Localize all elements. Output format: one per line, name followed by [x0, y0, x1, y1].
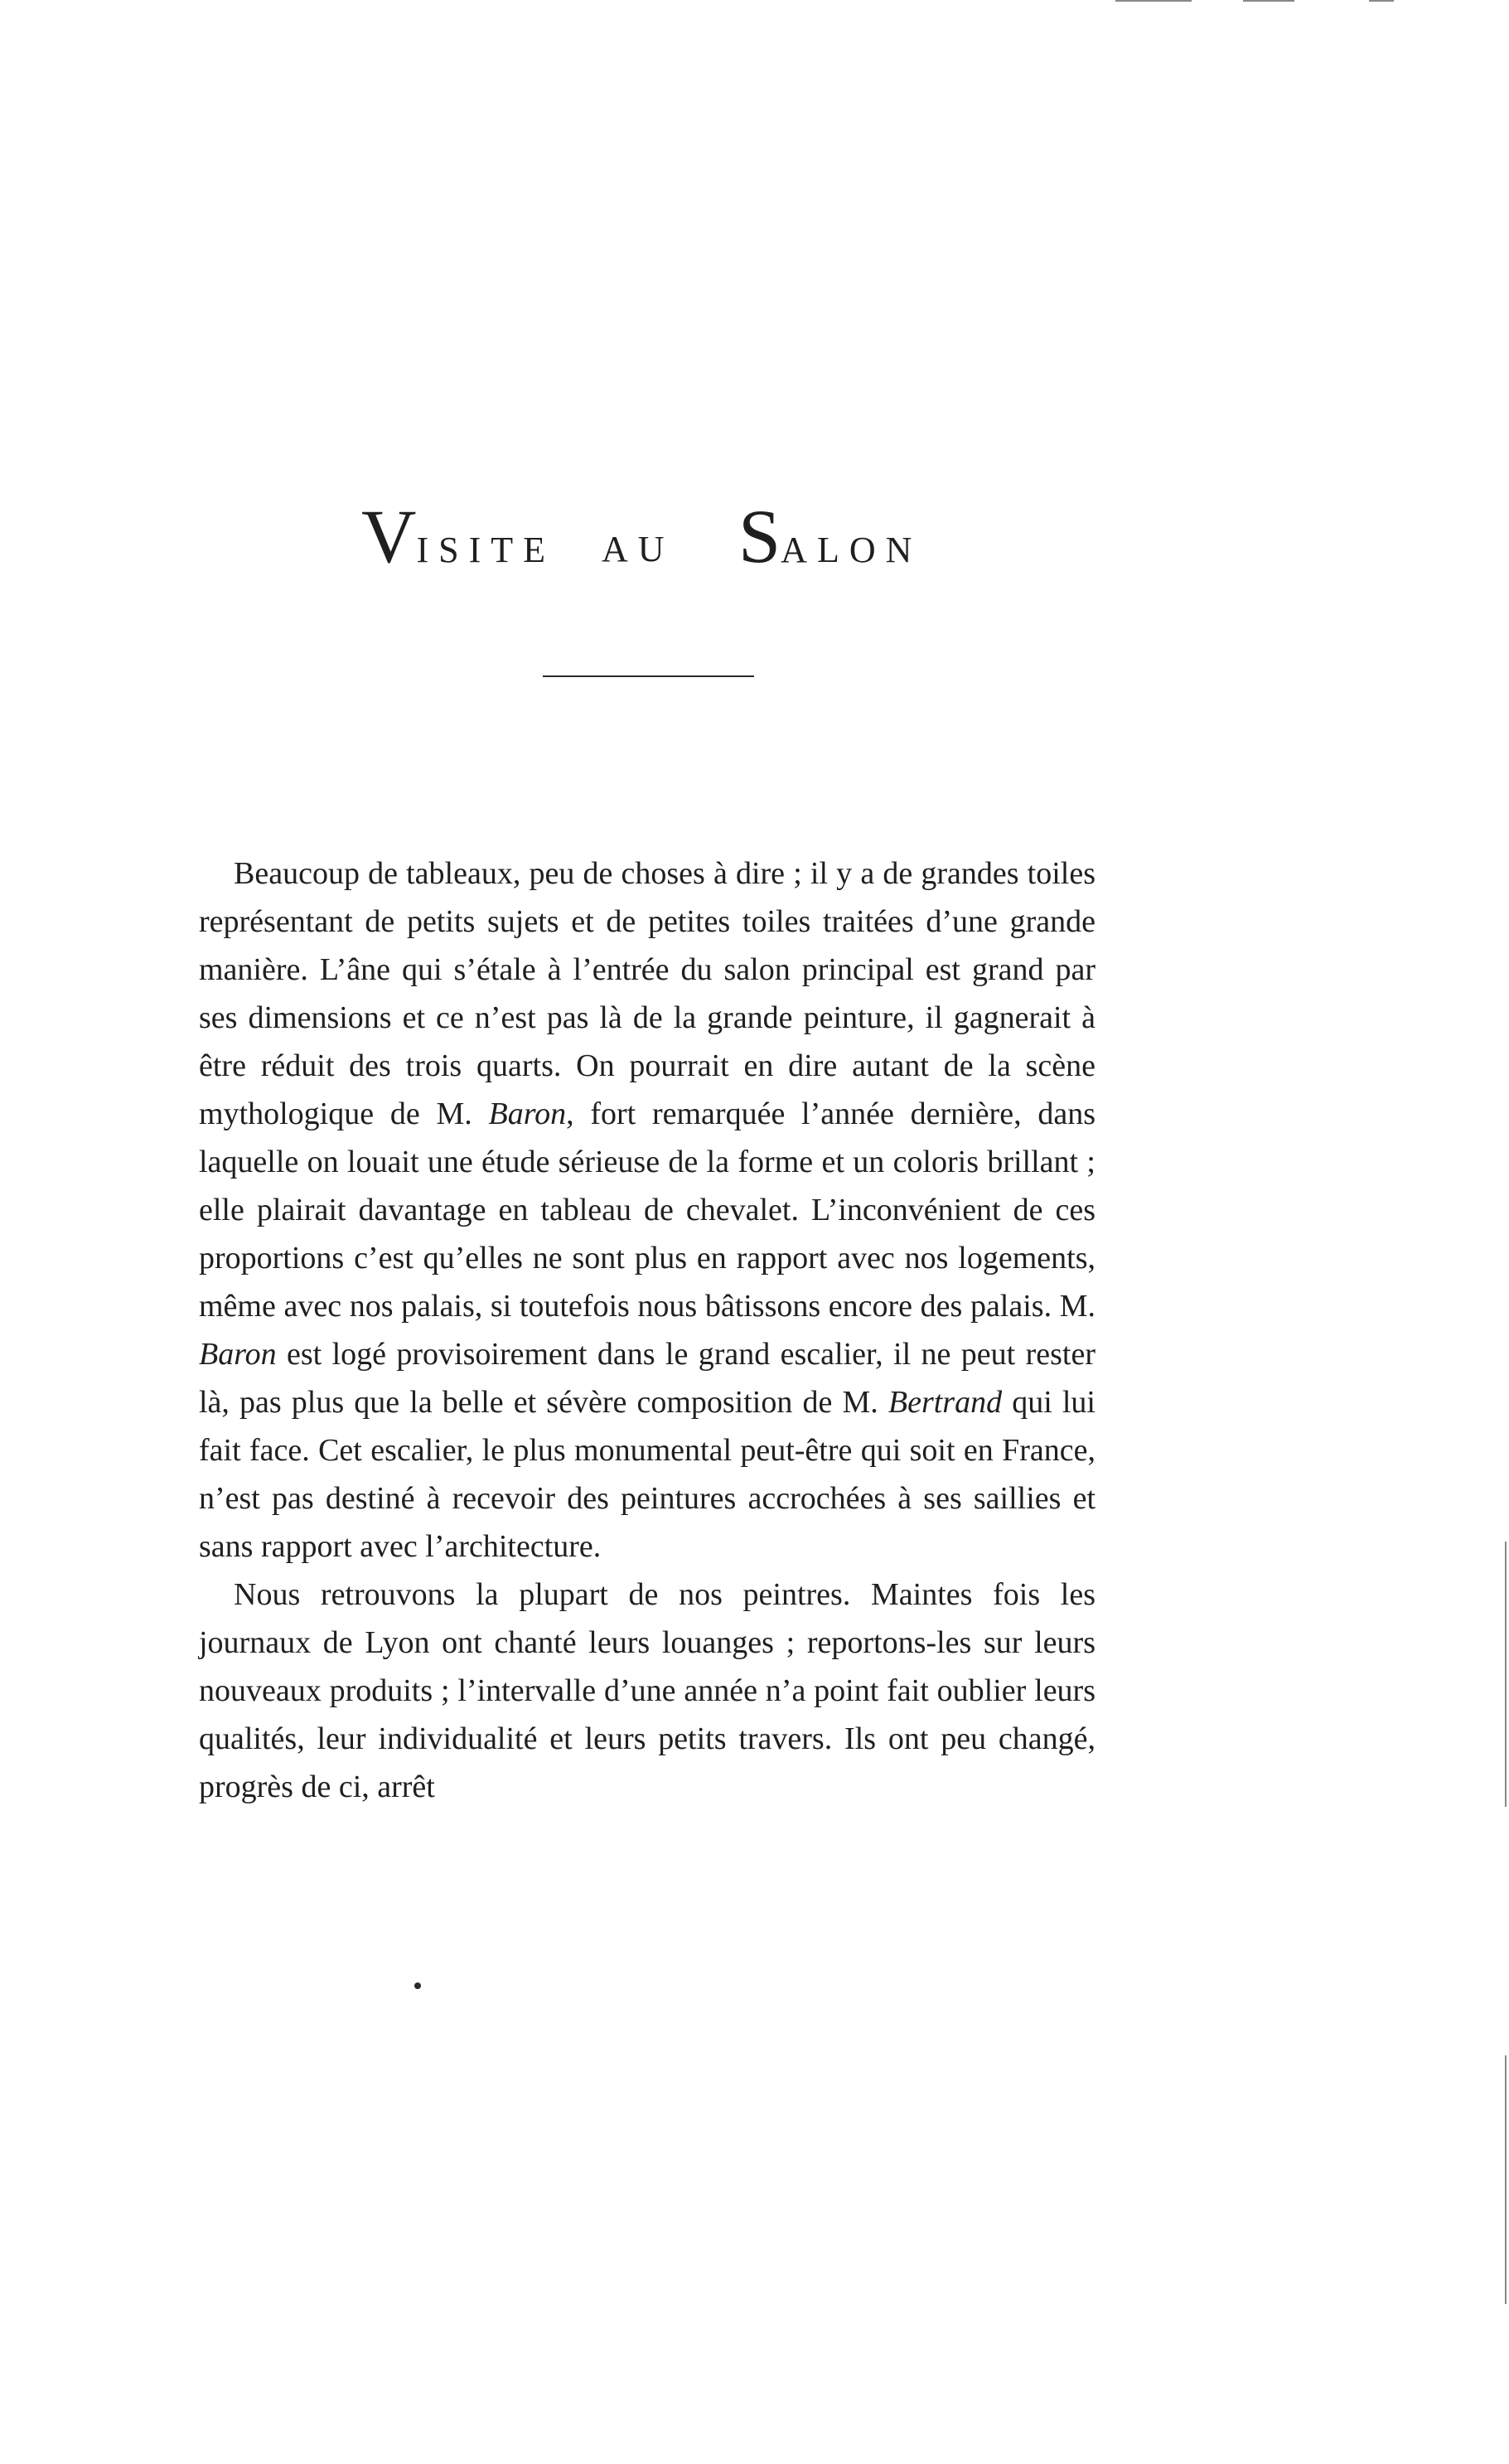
- scan-mark-top-2: [1243, 0, 1294, 2]
- title-word-salon: [738, 494, 922, 578]
- italic-name: Baron: [488, 1096, 567, 1131]
- text-run: Nous retrouvons la plupart de nos peintres. Maintes fois les journaux de Lyon ont chanté leurs louanges ; reportons-les sur leurs nouveaux produits ; l’intervalle d’une année n’a point fait oublier leurs qualités, leur individualité et leurs petits travers. Ils ont peu changé, progrès de ci, arrêt: [199, 1577, 1095, 1804]
- italic-name: Bertrand: [888, 1385, 1003, 1420]
- scan-mark-right-1: [1505, 1542, 1507, 1807]
- print-dot: [414, 1982, 421, 1989]
- text-run: est logé provisoirement dans le grand escalier, il ne peut rester là, pas plus que la belle et sévère composition de M.: [199, 1337, 1095, 1420]
- scan-mark-top-1: [1115, 0, 1192, 2]
- title-rest-alon: ALON: [781, 530, 922, 570]
- title-rule: [543, 675, 754, 677]
- text-run: qui lui fait face. Cet escalier, le plus monumental peut-être qui soit en France, n’est pas destiné à recevoir des peintures accrochées à ses saillies et sans rapport avec l’architecture.: [199, 1385, 1095, 1564]
- title-au-text: AU: [602, 529, 675, 569]
- text-run: , fort remarquée l’année dernière, dans laquelle on louait une étude sérieuse de la forme et un coloris brillant ; elle plairait davantage en tableau de chevalet. L’inconvénient de ces proportions c’est qu’elles ne sont plus en rapport avec nos logements, même avec nos palais, si toutefois nous bâtissons encore des palais. M.: [199, 1096, 1095, 1324]
- italic-name: Baron: [199, 1337, 277, 1372]
- scan-mark-right-2: [1505, 2055, 1507, 2304]
- text-run: Beaucoup de tableaux, peu de choses à dire ; il y a de grandes toiles représentant de petits sujets et de petites toiles traitées d’une grande manière. L’âne qui s’étale à l’entrée du salon principal est grand par ses dimensions et ce n’est pas là de la grande peinture, il gagnerait à être réduit des trois quarts. On pourrait en dire autant de la scène mythologique de M.: [199, 856, 1095, 1131]
- scan-mark-top-3: [1369, 0, 1394, 2]
- title-initial-v: V: [361, 494, 417, 578]
- title-word-au: [602, 528, 675, 570]
- title-rest-isite: ISITE: [416, 530, 555, 570]
- body-text: [199, 850, 1095, 1811]
- title-word-visite: [361, 494, 555, 578]
- title-initial-s: S: [738, 494, 781, 578]
- paragraph: [199, 850, 1095, 1571]
- chapter-title: [361, 468, 958, 584]
- paragraph: [199, 1571, 1095, 1811]
